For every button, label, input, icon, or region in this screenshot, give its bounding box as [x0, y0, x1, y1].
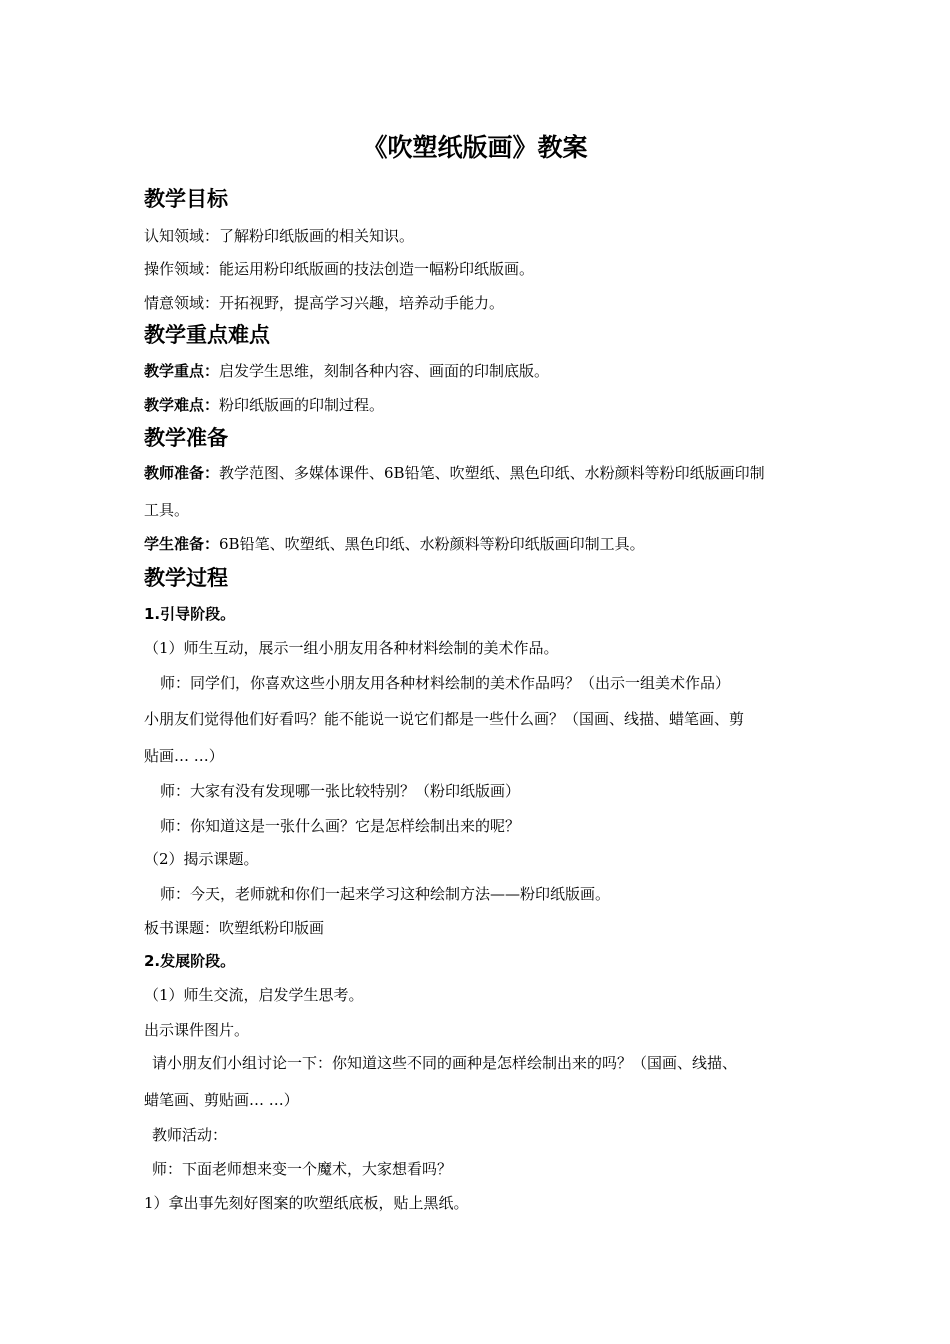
heading-teaching-goals: 教学目标 [144, 187, 228, 211]
paragraph-process-5: 师：大家有没有发现哪一张比较特别？（粉印纸版画） [160, 782, 521, 800]
paragraph-process-2: 师：同学们，你喜欢这些小朋友用各种材料绘制的美术作品吗？（出示一组美术作品） [160, 674, 731, 692]
label-key-point: 教学重点： [144, 362, 220, 380]
paragraph-process-9: 板书课题：吹塑纸粉印版画 [144, 919, 325, 937]
paragraph-process-13: 蜡笔画、剪贴画… …） [144, 1091, 299, 1109]
paragraph-teacher-prep [144, 462, 765, 484]
text-difficult-point: 粉印纸版画的印制过程。 [219, 396, 385, 414]
heading-preparation: 教学准备 [144, 426, 228, 450]
label-teacher-prep: 教师准备： [144, 464, 220, 482]
label-difficult-point: 教学难点： [144, 396, 220, 414]
paragraph-key-point [144, 360, 549, 382]
paragraph-process-1: （1）师生互动，展示一组小朋友用各种材料绘制的美术作品。 [144, 639, 559, 657]
document-title: 《吹塑纸版画》教案 [362, 133, 588, 162]
heading-key-points: 教学重点难点 [144, 323, 270, 347]
heading-process: 教学过程 [144, 566, 228, 590]
paragraph-student-prep [144, 533, 645, 555]
text-teacher-prep: 教学范图、多媒体课件、6B铅笔、吹塑纸、黑色印纸、水粉颜料等粉印纸版画印制 [219, 464, 765, 482]
paragraph-affective: 情意领域：开拓视野，提高学习兴趣，培养动手能力。 [144, 294, 505, 312]
paragraph-process-15: 师：下面老师想来变一个魔术，大家想看吗？ [152, 1160, 453, 1178]
paragraph-process-7: （2）揭示课题。 [144, 850, 259, 868]
stage-develop: 2.发展阶段。 [144, 952, 236, 970]
paragraph-process-6: 师：你知道这是一张什么画？它是怎样绘制出来的呢？ [160, 817, 521, 835]
paragraph-difficult-point [144, 394, 384, 416]
paragraph-operation: 操作领域：能运用粉印纸版画的技法创造一幅粉印纸版画。 [144, 260, 535, 278]
label-student-prep: 学生准备： [144, 535, 220, 553]
stage-guide: 1.引导阶段。 [144, 605, 236, 623]
text-key-point: 启发学生思维，刻制各种内容、画面的印制底版。 [219, 362, 550, 380]
paragraph-process-8: 师：今天，老师就和你们一起来学习这种绘制方法——粉印纸版画。 [160, 885, 611, 903]
paragraph-teacher-prep-cont: 工具。 [144, 501, 190, 519]
paragraph-process-12: 请小朋友们小组讨论一下：你知道这些不同的画种是怎样绘制出来的吗？（国画、线描、 [152, 1054, 738, 1072]
paragraph-process-11: 出示课件图片。 [144, 1021, 250, 1039]
paragraph-cognitive: 认知领域：了解粉印纸版画的相关知识。 [144, 227, 415, 245]
paragraph-process-16: 1）拿出事先刻好图案的吹塑纸底板，贴上黑纸。 [144, 1194, 469, 1212]
paragraph-process-10: （1）师生交流，启发学生思考。 [144, 986, 364, 1004]
paragraph-process-4: 贴画… …） [144, 747, 224, 765]
paragraph-process-3: 小朋友们觉得他们好看吗？能不能说一说它们都是一些什么画？（国画、线描、蜡笔画、剪 [144, 710, 745, 728]
paragraph-process-14: 教师活动： [152, 1126, 228, 1144]
text-student-prep: 6B铅笔、吹塑纸、黑色印纸、水粉颜料等粉印纸版画印制工具。 [219, 535, 645, 553]
